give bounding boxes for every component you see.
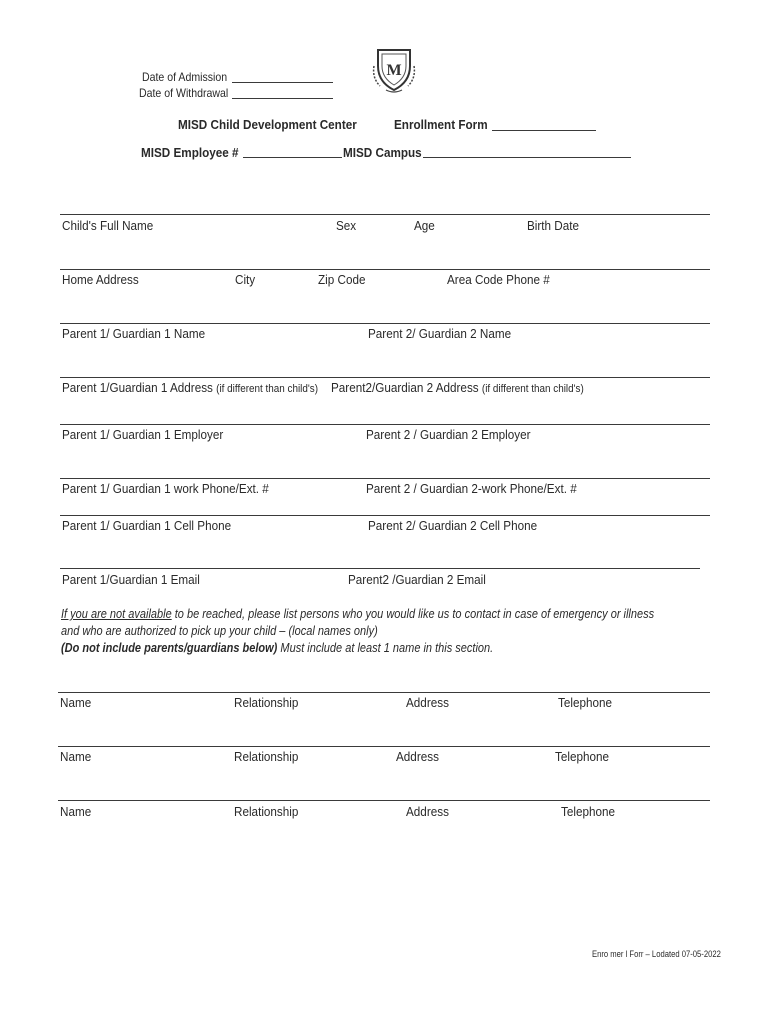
parent1-address-label: Parent 1/Guardian 1 Address (if different than child's): [62, 380, 319, 395]
date-of-admission-field[interactable]: [232, 82, 333, 83]
contact-1-address-label: Address: [406, 695, 449, 710]
contact-3-address-label: Address: [406, 804, 449, 819]
parent1-email-label: Parent 1/Guardian 1 Email: [62, 572, 200, 587]
campus-field[interactable]: [423, 157, 631, 158]
contact-2-address-label: Address: [396, 749, 439, 764]
campus-label: MISD Campus: [343, 145, 422, 160]
instructions-line-1: If you are not available to be reached, please list persons who you would like us to contact in case of emergency or illness: [61, 607, 655, 621]
home-address-label: Home Address: [62, 272, 139, 287]
parent2-employer-label: Parent 2 / Guardian 2 Employer: [366, 427, 531, 442]
contact-3-line[interactable]: [58, 800, 710, 801]
parent1-work-phone-label: Parent 1/ Guardian 1 work Phone/Ext. #: [62, 481, 269, 496]
parent-address-line[interactable]: [60, 377, 710, 378]
parent2-address-note: (if different than child's): [481, 383, 584, 395]
child-full-name-label: Child's Full Name: [62, 218, 154, 233]
contact-1-name-label: Name: [60, 695, 92, 710]
work-phone-line[interactable]: [60, 478, 710, 479]
home-address-line[interactable]: [60, 269, 710, 270]
city-label: City: [235, 272, 256, 287]
sex-label: Sex: [336, 218, 357, 233]
parent2-email-label: Parent2 /Guardian 2 Email: [348, 572, 486, 587]
form-title: Enrollment Form: [394, 117, 488, 132]
date-of-withdrawal-field[interactable]: [232, 98, 333, 99]
date-of-admission-label: Date of Admission: [142, 70, 228, 84]
contact-2-telephone-label: Telephone: [555, 749, 609, 764]
contact-1-line[interactable]: [58, 692, 710, 693]
contact-1-relationship-label: Relationship: [234, 695, 299, 710]
contact-1-telephone-label: Telephone: [558, 695, 612, 710]
parent2-name-label: Parent 2/ Guardian 2 Name: [368, 326, 512, 341]
parent2-cell-label: Parent 2/ Guardian 2 Cell Phone: [368, 518, 538, 533]
date-of-withdrawal-label: Date of Withdrawal: [139, 86, 229, 100]
parent1-cell-label: Parent 1/ Guardian 1 Cell Phone: [62, 518, 232, 533]
contact-3-relationship-label: Relationship: [234, 804, 299, 819]
birth-date-label: Birth Date: [527, 218, 580, 233]
cell-phone-line[interactable]: [60, 515, 710, 516]
area-code-phone-label: Area Code Phone #: [447, 272, 550, 287]
instructions-line-3: (Do not include parents/guardians below) Must include at least 1 name in this section.: [61, 641, 494, 655]
parent2-work-phone-label: Parent 2 / Guardian 2-work Phone/Ext. #: [366, 481, 577, 496]
age-label: Age: [414, 218, 435, 233]
instructions-line-2: and who are authorized to pick up your child – (local names only): [61, 624, 378, 638]
employer-line[interactable]: [60, 424, 710, 425]
logo-letter: M: [386, 62, 402, 79]
employee-number-field[interactable]: [243, 157, 342, 158]
contact-3-name-label: Name: [60, 804, 92, 819]
zip-code-label: Zip Code: [318, 272, 366, 287]
footer-revision-note: Enro mer l Forr – Lodated 07-05-2022: [592, 949, 721, 959]
school-crest-logo: [368, 44, 420, 96]
parent2-address-label: Parent2/Guardian 2 Address (if different than child's): [331, 380, 584, 395]
child-info-line[interactable]: [60, 214, 710, 215]
parent-names-line[interactable]: [60, 323, 710, 324]
center-name: MISD Child Development Center: [178, 117, 357, 132]
parent1-address-note: (if different than child's): [216, 383, 319, 395]
contact-3-telephone-label: Telephone: [561, 804, 615, 819]
contact-2-line[interactable]: [58, 746, 710, 747]
contact-2-name-label: Name: [60, 749, 92, 764]
parent1-name-label: Parent 1/ Guardian 1 Name: [62, 326, 206, 341]
form-title-field[interactable]: [492, 130, 596, 131]
parent1-employer-label: Parent 1/ Guardian 1 Employer: [62, 427, 224, 442]
employee-number-label: MISD Employee #: [141, 145, 239, 160]
contact-2-relationship-label: Relationship: [234, 749, 299, 764]
email-line[interactable]: [60, 568, 700, 569]
